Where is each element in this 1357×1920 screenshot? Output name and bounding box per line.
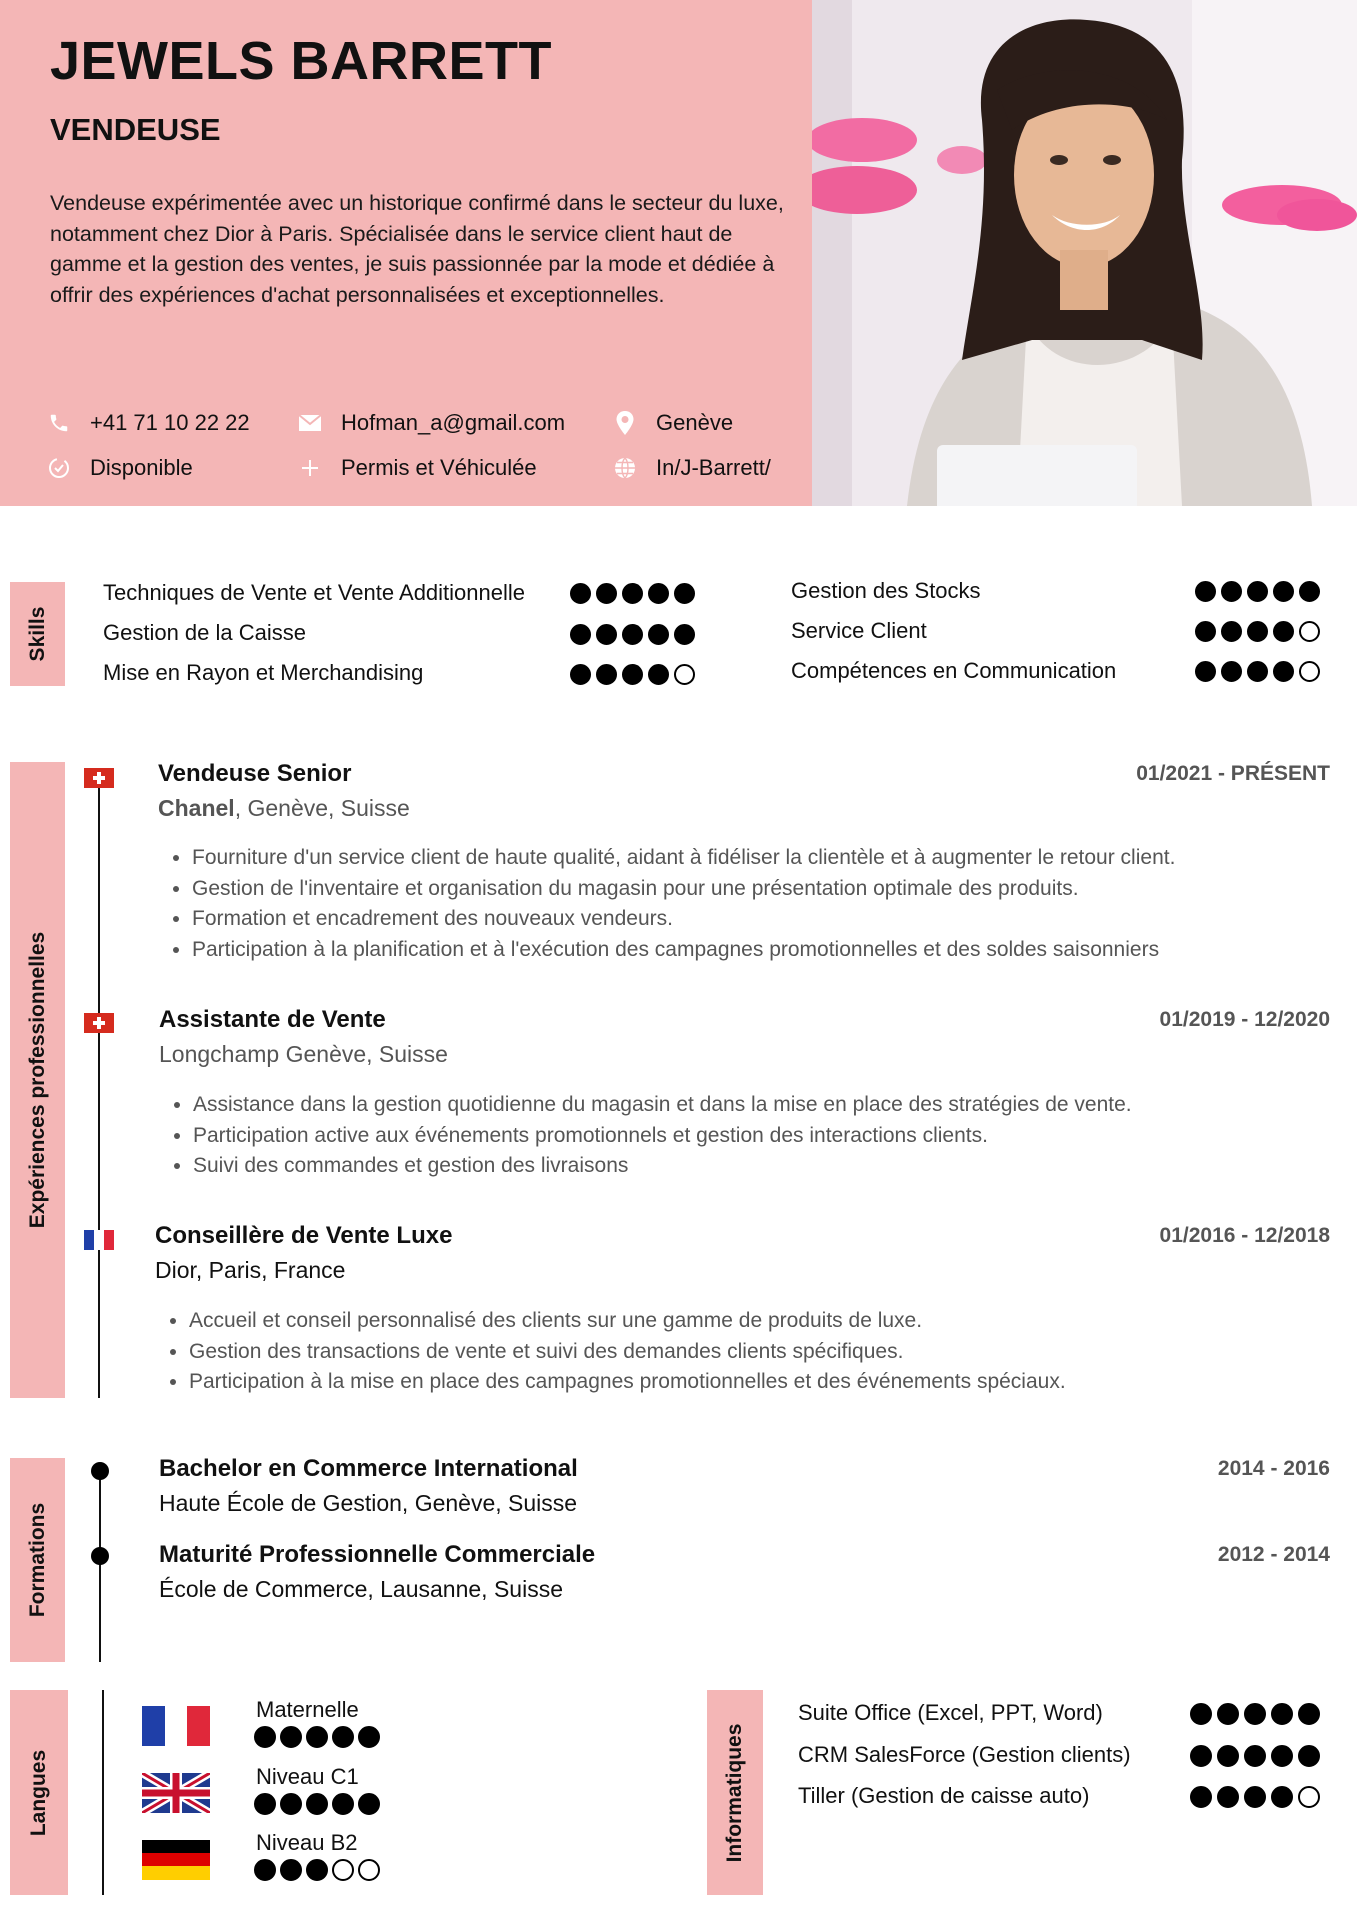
list-item: • Participation à la planification et à l'exécution des campagnes promotionnelles et des soldes saisonniers xyxy=(192,935,1175,966)
rating-dot-filled xyxy=(254,1726,276,1748)
profile-photo-illustration xyxy=(812,0,1357,506)
rating-dot-filled xyxy=(332,1726,354,1748)
it-skill-label: Tiller (Gestion de caisse auto) xyxy=(798,1783,1090,1808)
candidate-name: JEWELS BARRETT xyxy=(50,31,553,91)
it-skill-rating xyxy=(1190,1786,1320,1808)
rating-dot-filled xyxy=(306,1726,328,1748)
skill-rating xyxy=(570,624,695,645)
rating-dot-filled xyxy=(1221,581,1242,602)
profile-summary: Vendeuse expérimentée avec un historique confirmé dans le secteur du luxe, notamment chez Dior à Paris. Spécialisée dans le service client haut de gamme et la gestion des ventes, je suis passionnée par la mode et dédiée à offrir des expériences d'achat personnalisées et exceptionnelles. xyxy=(50,191,784,307)
rating-dot-filled xyxy=(648,624,669,645)
it-skill-rating xyxy=(1190,1703,1320,1725)
rating-dot-empty xyxy=(674,664,695,685)
mail-icon xyxy=(297,410,323,436)
skill-label: Gestion des Stocks xyxy=(791,578,981,603)
rating-dot-empty xyxy=(1299,661,1320,682)
clock-check-icon xyxy=(46,455,72,481)
language-rating xyxy=(254,1793,380,1815)
experience-bullets xyxy=(155,1306,1066,1398)
rating-dot-filled xyxy=(1244,1703,1266,1725)
company-name: Chanel xyxy=(158,795,235,821)
rating-dot-filled xyxy=(280,1793,302,1815)
linkedin-text: In/J-Barrett/ xyxy=(656,455,771,480)
skill-label: Compétences en Communication xyxy=(791,658,1117,683)
rating-dot-filled xyxy=(1217,1703,1239,1725)
rating-dot-filled xyxy=(358,1793,380,1815)
experience-title: Vendeuse Senior xyxy=(158,760,352,787)
experience-company: Longchamp Genève, Suisse xyxy=(159,1041,448,1067)
globe-icon xyxy=(612,455,638,481)
phone-text: +41 71 10 22 22 xyxy=(90,410,250,435)
education-section-label: Formations xyxy=(25,1502,49,1618)
rating-dot-filled xyxy=(1190,1745,1212,1767)
experience-bullets xyxy=(159,1090,1132,1182)
languages-section-label: Langues xyxy=(27,1749,50,1836)
rating-dot-empty xyxy=(1299,621,1320,642)
rating-dot-filled xyxy=(1247,621,1268,642)
education-school: École de Commerce, Lausanne, Suisse xyxy=(159,1576,563,1602)
rating-dot-filled xyxy=(1299,581,1320,602)
skills-section-label: Skills xyxy=(25,606,49,662)
rating-dot-filled xyxy=(570,624,591,645)
list-item: • Participation à la mise en place des campagnes promotionnelles et des événements spéciaux. xyxy=(189,1367,1066,1398)
rating-dot-filled xyxy=(1273,621,1294,642)
list-item: • Fourniture d'un service client de haute qualité, aidant à fidéliser la clientèle et à augmenter le retour client. xyxy=(192,843,1175,874)
language-rating xyxy=(254,1859,380,1881)
list-item: • Suivi des commandes et gestion des livraisons xyxy=(193,1151,1132,1182)
education-title: Maturité Professionnelle Commerciale xyxy=(159,1541,596,1568)
rating-dot-filled xyxy=(1247,661,1268,682)
it-tab xyxy=(707,1690,763,1895)
swiss-flag-icon xyxy=(84,1013,114,1033)
skill-label: Service Client xyxy=(791,618,927,643)
rating-dot-filled xyxy=(332,1793,354,1815)
rating-dot-filled xyxy=(1271,1745,1293,1767)
rating-dot-empty xyxy=(332,1859,354,1881)
company-place: , Genève, Suisse xyxy=(234,795,410,821)
rating-dot-filled xyxy=(622,624,643,645)
education-timeline xyxy=(99,1470,101,1662)
license-text: Permis et Véhiculée xyxy=(341,455,537,480)
rating-dot-filled xyxy=(596,624,617,645)
experience-company: Dior, Paris, France xyxy=(155,1257,346,1283)
list-item: • Participation active aux événements promotionnels et gestion des interactions clients. xyxy=(193,1121,1132,1152)
rating-dot-filled xyxy=(1221,661,1242,682)
rating-dot-filled xyxy=(1195,661,1216,682)
phone-icon xyxy=(46,410,72,436)
skill-rating xyxy=(570,664,695,685)
skill-label: Techniques de Vente et Vente Additionnelle xyxy=(103,580,526,605)
location-pin-icon xyxy=(612,410,638,436)
location-text: Genève xyxy=(656,410,734,435)
skill-rating xyxy=(1195,621,1320,642)
french-flag-icon xyxy=(84,1230,114,1250)
rating-dot-filled xyxy=(1298,1703,1320,1725)
job-title: VENDEUSE xyxy=(50,112,221,147)
experience-date: 01/2021 - PRÉSENT xyxy=(1136,762,1330,785)
it-skill-rating xyxy=(1190,1745,1320,1767)
education-date: 2012 - 2014 xyxy=(1217,1543,1330,1566)
rating-dot-filled xyxy=(596,583,617,604)
rating-dot-filled xyxy=(280,1859,302,1881)
experience-company xyxy=(158,795,410,822)
rating-dot-filled xyxy=(622,664,643,685)
timeline-dot xyxy=(91,1462,109,1480)
rating-dot-filled xyxy=(1247,581,1268,602)
rating-dot-filled xyxy=(1190,1786,1212,1808)
french-flag-icon xyxy=(142,1706,210,1751)
education-school: Haute École de Gestion, Genève, Suisse xyxy=(159,1490,578,1516)
it-section-label: Informatiques xyxy=(723,1723,746,1862)
rating-dot-empty xyxy=(1298,1786,1320,1808)
skill-rating xyxy=(1195,661,1320,682)
rating-dot-filled xyxy=(1217,1745,1239,1767)
skill-label: Mise en Rayon et Merchandising xyxy=(103,660,424,685)
rating-dot-filled xyxy=(1273,581,1294,602)
rating-dot-filled xyxy=(1195,621,1216,642)
language-level-label: Maternelle xyxy=(256,1697,359,1722)
profile-photo xyxy=(812,0,1357,506)
contact-linkedin[interactable] xyxy=(612,455,771,481)
uk-flag-icon xyxy=(142,1773,210,1818)
experience-timeline xyxy=(98,770,100,1398)
rating-dot-filled xyxy=(1244,1745,1266,1767)
rating-dot-filled xyxy=(1217,1786,1239,1808)
rating-dot-filled xyxy=(648,664,669,685)
experience-title: Conseillère de Vente Luxe xyxy=(155,1222,453,1249)
languages-tab xyxy=(10,1690,68,1895)
rating-dot-filled xyxy=(622,583,643,604)
rating-dot-filled xyxy=(1271,1703,1293,1725)
availability-text: Disponible xyxy=(90,455,193,480)
rating-dot-filled xyxy=(1195,581,1216,602)
experience-bullets xyxy=(158,843,1175,965)
rating-dot-filled xyxy=(280,1726,302,1748)
rating-dot-filled xyxy=(358,1726,380,1748)
languages-divider xyxy=(102,1690,104,1895)
language-level-label: Niveau B2 xyxy=(256,1830,358,1855)
list-item: • Accueil et conseil personnalisé des clients sur une gamme de produits de luxe. xyxy=(189,1306,1066,1337)
rating-dot-filled xyxy=(596,664,617,685)
education-date: 2014 - 2016 xyxy=(1217,1457,1330,1480)
rating-dot-filled xyxy=(648,583,669,604)
rating-dot-filled xyxy=(306,1793,328,1815)
it-skill-label: CRM SalesForce (Gestion clients) xyxy=(798,1742,1131,1767)
rating-dot-filled xyxy=(1271,1786,1293,1808)
list-item: • Assistance dans la gestion quotidienne du magasin et dans la mise en place des stratégies de vente. xyxy=(193,1090,1132,1121)
rating-dot-filled xyxy=(570,583,591,604)
rating-dot-filled xyxy=(570,664,591,685)
rating-dot-filled xyxy=(674,624,695,645)
rating-dot-filled xyxy=(306,1859,328,1881)
rating-dot-filled xyxy=(1298,1745,1320,1767)
rating-dot-empty xyxy=(358,1859,380,1881)
timeline-dot xyxy=(91,1547,109,1565)
contact-location xyxy=(612,410,733,436)
skill-rating xyxy=(570,583,695,604)
rating-dot-filled xyxy=(254,1793,276,1815)
experience-date: 01/2016 - 12/2018 xyxy=(1159,1224,1330,1247)
list-item: • Gestion des transactions de vente et suivi des demandes clients spécifiques. xyxy=(189,1337,1066,1368)
it-skill-label: Suite Office (Excel, PPT, Word) xyxy=(798,1700,1103,1725)
education-tab xyxy=(10,1458,65,1662)
language-rating xyxy=(254,1726,380,1748)
contact-availability xyxy=(46,455,193,481)
skill-label: Gestion de la Caisse xyxy=(103,620,306,645)
rating-dot-filled xyxy=(1190,1703,1212,1725)
plus-icon xyxy=(297,455,323,481)
language-level-label: Niveau C1 xyxy=(256,1764,359,1789)
email-text: Hofman_a@gmail.com xyxy=(341,410,566,435)
experience-tab xyxy=(10,762,65,1398)
swiss-flag-icon xyxy=(84,768,114,788)
list-item: • Formation et encadrement des nouveaux vendeurs. xyxy=(192,904,1175,935)
rating-dot-filled xyxy=(254,1859,276,1881)
rating-dot-filled xyxy=(1273,661,1294,682)
german-flag-icon xyxy=(142,1840,210,1885)
rating-dot-filled xyxy=(1221,621,1242,642)
contact-license xyxy=(297,455,537,481)
experience-section-label: Expériences professionnelles xyxy=(25,931,49,1229)
rating-dot-filled xyxy=(674,583,695,604)
skill-rating xyxy=(1195,581,1320,602)
experience-date: 01/2019 - 12/2020 xyxy=(1159,1008,1330,1031)
contact-phone[interactable] xyxy=(46,410,250,436)
skills-tab xyxy=(10,582,65,686)
experience-title: Assistante de Vente xyxy=(159,1006,386,1033)
list-item: • Gestion de l'inventaire et organisation du magasin pour une présentation optimale des produits. xyxy=(192,874,1175,905)
rating-dot-filled xyxy=(1244,1786,1266,1808)
contact-email[interactable] xyxy=(297,410,565,436)
education-title: Bachelor en Commerce International xyxy=(159,1455,578,1482)
